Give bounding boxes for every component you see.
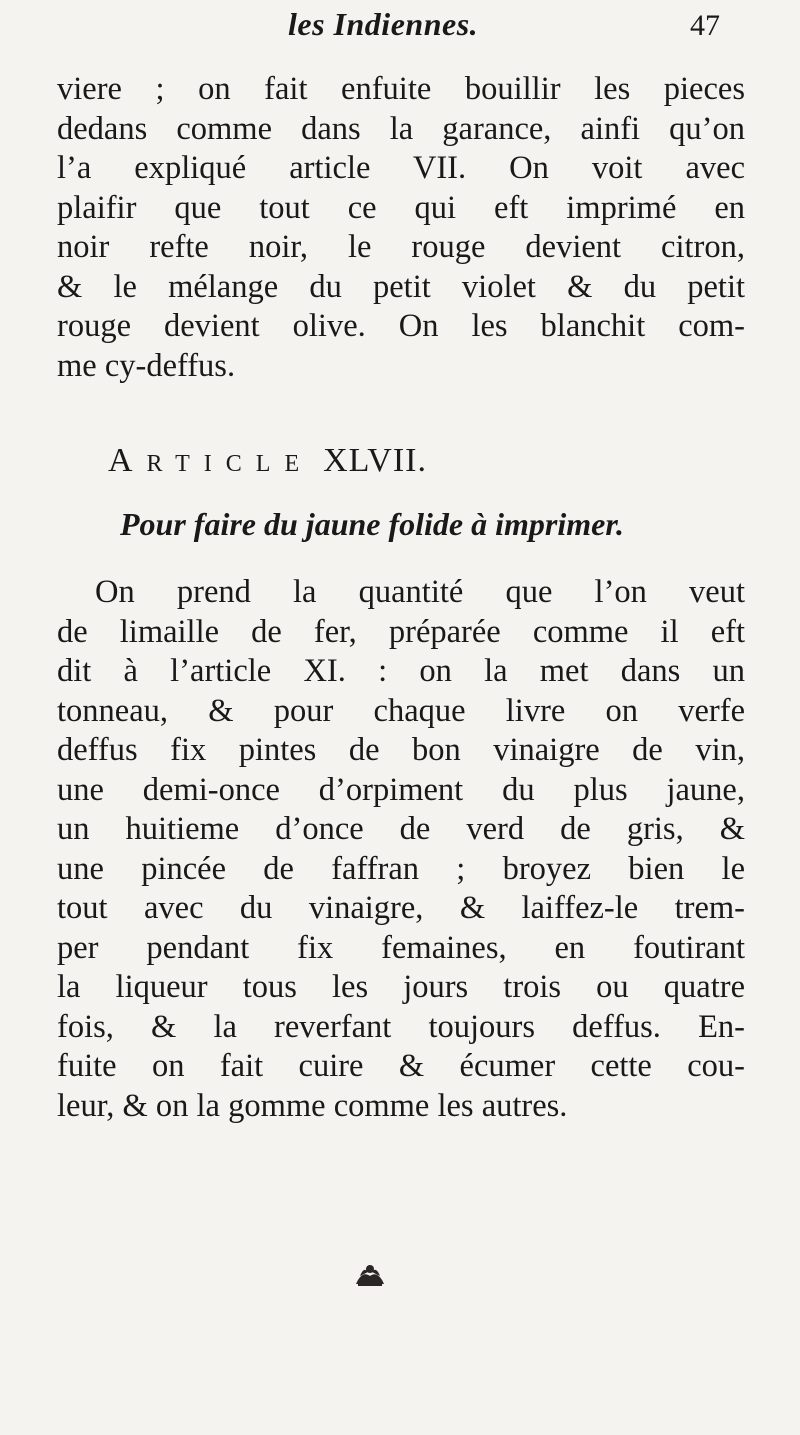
text-line: On prend la quantité que l’on veut [95, 574, 745, 610]
article-heading [108, 440, 427, 482]
text-line: tonneau, & pour chaque livre on verfe [57, 692, 745, 729]
text-line: plaifir que tout ce qui eft imprimé en [57, 189, 745, 226]
fleuron-ornament-icon [352, 1262, 388, 1288]
text-line: dedans comme dans la garance, ainfi qu’on [57, 110, 745, 147]
text-line: une pincée de faffran ; broyez bien le [57, 850, 745, 887]
paragraph-2 [57, 573, 745, 1126]
paragraph-1 [57, 70, 745, 386]
text-line: & le mélange du petit violet & du petit [57, 268, 745, 305]
text-line: leur, & on la gomme comme les autres. [57, 1087, 568, 1124]
article-word: Article [108, 442, 314, 479]
page-number: 47 [690, 9, 720, 42]
text-line: un huitieme d’once de verd de gris, & [57, 811, 745, 847]
text-line: noir refte noir, le rouge devient citron, [57, 229, 745, 265]
text-line: me cy-deffus. [57, 347, 236, 384]
article-number: XLVII. [323, 442, 428, 479]
running-head [0, 4, 800, 44]
text-line: l’a expliqué article VII. On voit avec [57, 150, 745, 186]
text-line: fois, & la reverfant toujours deffus. En- [57, 1008, 745, 1045]
text-line: fuite on fait cuire & écumer cette cou- [57, 1048, 745, 1084]
text-line: tout avec du vinaigre, & laiffez-le trem- [57, 890, 745, 926]
text-line: de limaille de fer, préparée comme il eft [57, 613, 745, 650]
text-line: dit à l’article XI. : on la met dans un [57, 653, 745, 689]
running-title: les Indiennes. [288, 6, 479, 42]
article-subtitle: Pour faire du jaune folide à imprimer. [120, 506, 625, 542]
text-line: per pendant fix femaines, en foutirant [57, 929, 745, 966]
text-line: la liqueur tous les jours trois ou quatre [57, 969, 745, 1005]
text-line: viere ; on fait enfuite bouillir les pieces [57, 71, 745, 107]
text-line: deffus fix pintes de bon vinaigre de vin, [57, 732, 745, 768]
text-line: une demi-once d’orpiment du plus jaune, [57, 771, 745, 808]
text-line: rouge devient olive. On les blanchit com- [57, 308, 745, 344]
